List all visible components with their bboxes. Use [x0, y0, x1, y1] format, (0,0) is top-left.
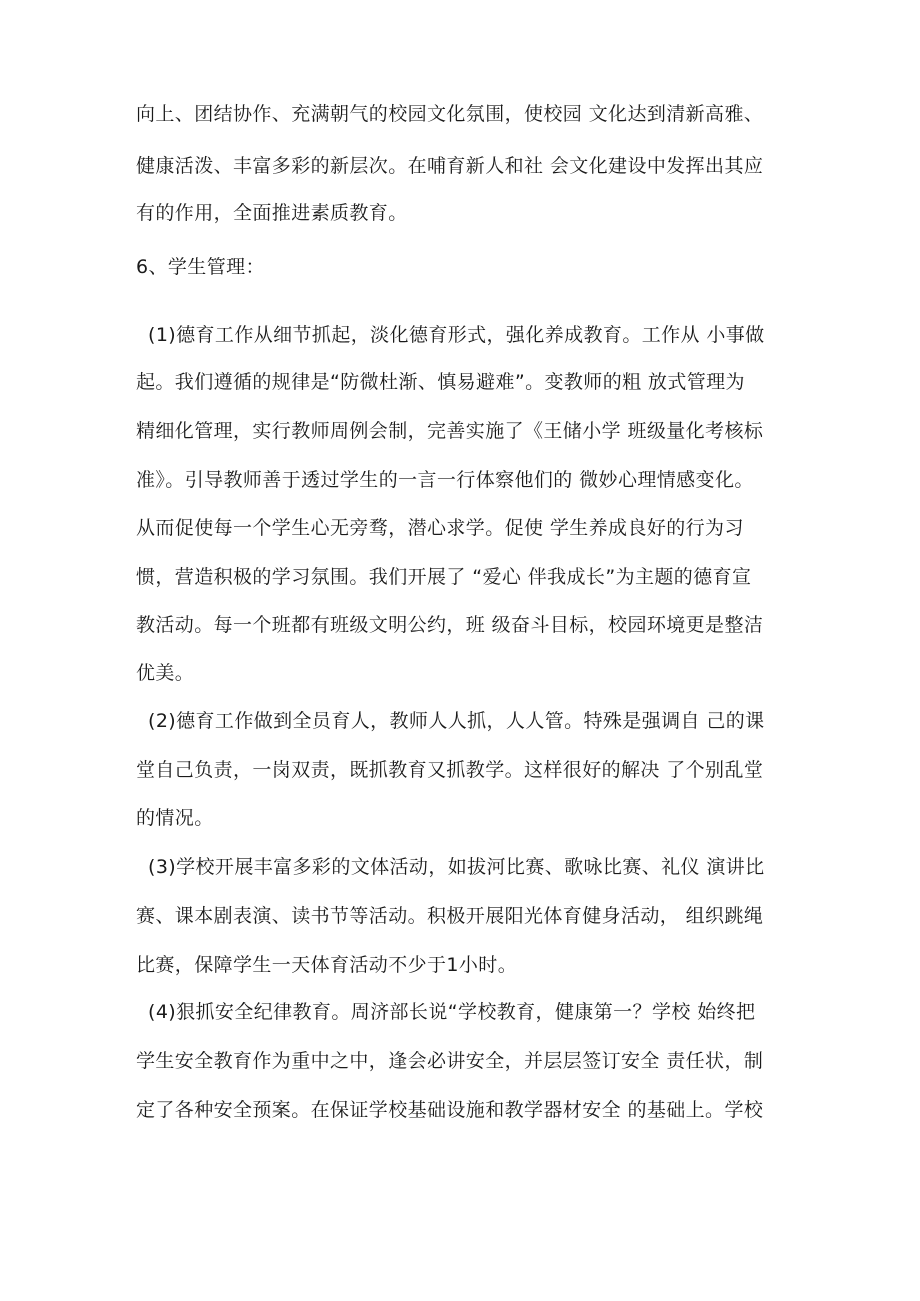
paragraph-line: 从而促使每一个学生心无旁骛，潜心求学。促使 学生养成良好的行为习 — [136, 517, 744, 539]
paragraph-line: (2)德育工作做到全员育人，教师人人抓，人人管。特殊是强调自 己的课 — [148, 710, 765, 732]
paragraph-line: 有的作用，全面推进素质教育。 — [136, 202, 408, 224]
paragraph-line: 定了各种安全预案。在保证学校基础设施和教学器材安全 的基础上。学校 — [136, 1099, 764, 1121]
paragraph-line: 赛、课本剧表演、读书节等活动。积极开展阳光体育健身活动， 组织跳绳 — [136, 905, 764, 927]
paragraph-line: 精细化管理，实行教师周例会制，完善实施了《王储小学 班级量化考核标 — [136, 420, 764, 442]
paragraph-line: (3)学校开展丰富多彩的文体活动，如拔河比赛、歌咏比赛、礼仪 演讲比 — [148, 856, 765, 878]
paragraph-line: (1)德育工作从细节抓起，淡化德育形式，强化养成教育。工作从 小事做 — [148, 324, 765, 346]
paragraph-line: 的情况。 — [136, 807, 214, 829]
paragraph-line: 比赛，保障学生一天体育活动不少于1小时。 — [136, 954, 518, 976]
paragraph-line: (4)狠抓安全纪律教育。周济部长说“学校教育，健康第一？学校 始终把 — [148, 1001, 756, 1023]
paragraph-line: 堂自己负责，一岗双责，既抓教育又抓教学。这样很好的解决 了个别乱堂 — [136, 759, 764, 781]
paragraph-line: 向上、团结协作、充满朝气的校园文化氛围，使校园 文化达到清新高雅、 — [136, 103, 764, 125]
paragraph-line: 优美。 — [136, 662, 195, 684]
paragraph-line: 准》。引导教师善于透过学生的一言一行体察他们的 微妙心理情感变化。 — [136, 469, 754, 491]
paragraph-line: 起。我们遵循的规律是“防微杜渐、慎易避难”。变教师的粗 放式管理为 — [136, 371, 745, 393]
paragraph-line: 学生安全教育作为重中之中，逢会必讲安全，并层层签订安全 责任状，制 — [136, 1050, 764, 1072]
paragraph-line: 教活动。每一个班都有班级文明公约，班 级奋斗目标，校园环境更是整洁 — [136, 614, 764, 636]
paragraph-line: 惯，营造积极的学习氛围。我们开展了 “爱心 伴我成长”为主题的德育宣 — [136, 566, 752, 588]
section-heading: 6、学生管理： — [136, 256, 265, 278]
paragraph-line: 健康活泼、丰富多彩的新层次。在哺育新人和社 会文化建设中发挥出其应 — [136, 155, 764, 177]
